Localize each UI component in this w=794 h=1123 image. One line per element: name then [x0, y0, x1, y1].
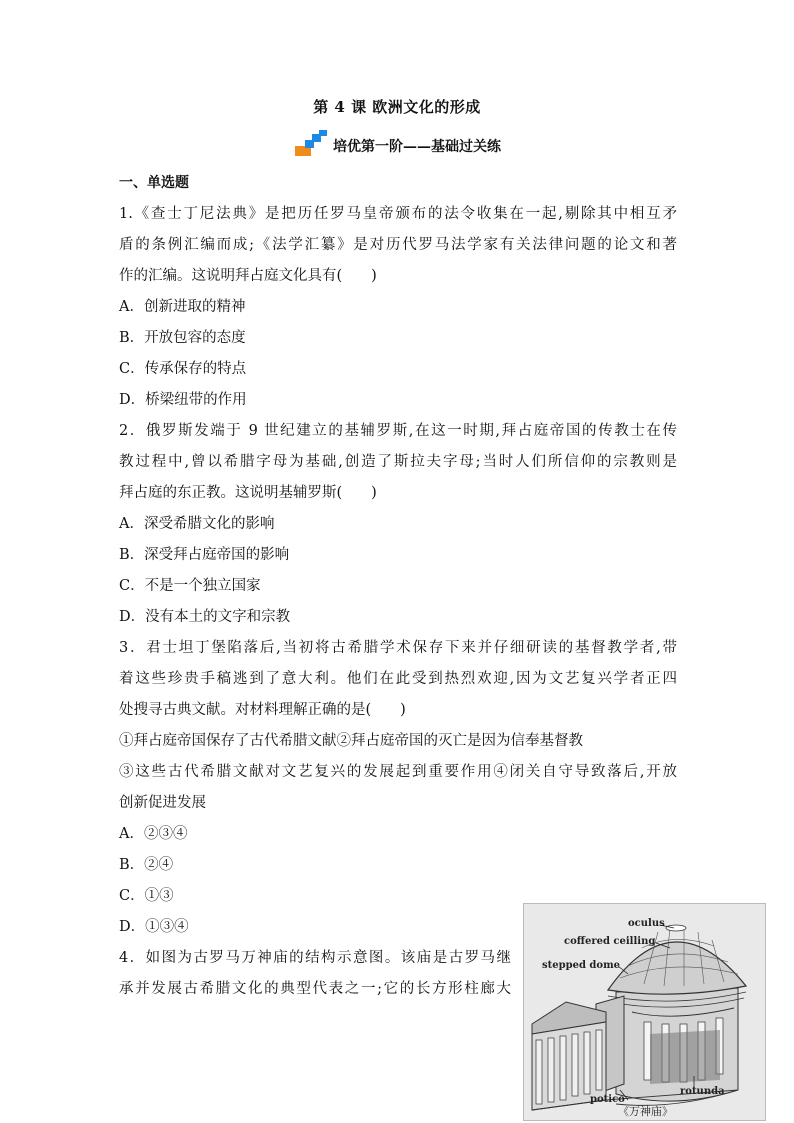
option-d: D．①③④ — [119, 919, 189, 935]
question-2 — [119, 416, 677, 633]
statement-line: ①拜占庭帝国保存了古代希腊文献②拜占庭帝国的灭亡是因为信奉基督教 — [119, 733, 583, 749]
option-d: D．桥梁纽带的作用 — [119, 392, 247, 408]
label-rotunda: rotunda — [680, 1086, 725, 1097]
option-c: C．传承保存的特点 — [119, 361, 247, 377]
question-text-line: 4．如图为古罗马万神庙的结构示意图。该庙是古罗马继 — [119, 950, 511, 966]
option-c: C．不是一个独立国家 — [119, 578, 261, 594]
statement-line: ③这些古代希腊文献对文艺复兴的发展起到重要作用④闭关自守导致落后,开放 — [119, 764, 677, 780]
label-stepped-dome: stepped dome — [542, 960, 621, 971]
statement-line: 创新促进发展 — [119, 795, 206, 811]
question-text-line: 承并发展古希腊文化的典型代表之一;它的长方形柱廊大 — [119, 981, 511, 997]
question-text-line: 3．君士坦丁堡陷落后,当初将古希腊学术保存下来并仔细研读的基督教学者,带 — [119, 640, 677, 656]
question-text-line: 1.《查士丁尼法典》是把历任罗马皇帝颁布的法令收集在一起,剔除其中相互矛 — [119, 206, 677, 222]
label-potico: potico — [590, 1094, 625, 1105]
question-text-line: 盾的条例汇编而成;《法学汇纂》是对历代罗马法学家有关法律问题的论文和著 — [119, 237, 677, 253]
question-text-line: 2．俄罗斯发端于 9 世纪建立的基辅罗斯,在这一时期,拜占庭帝国的传教士在传 — [119, 423, 677, 439]
option-b: B．②④ — [119, 857, 174, 873]
section-heading: 一、单选题 — [119, 175, 189, 191]
question-text-line: 教过程中,曾以希腊字母为基础,创造了斯拉夫字母;当时人们所信仰的宗教则是 — [119, 454, 677, 470]
option-b: B．深受拜占庭帝国的影响 — [119, 547, 290, 563]
option-a: A．②③④ — [119, 826, 188, 842]
option-a: A．创新进取的精神 — [119, 299, 246, 315]
stairs-icon — [293, 130, 329, 158]
question-text-line: 着这些珍贵手稿逃到了意大利。他们在此受到热烈欢迎,因为文艺复兴学者正四 — [119, 671, 677, 687]
option-c: C．①③ — [119, 888, 174, 904]
option-b: B．开放包容的态度 — [119, 330, 246, 346]
question-1 — [119, 199, 677, 416]
option-d: D．没有本土的文字和宗教 — [119, 609, 291, 625]
question-4 — [119, 943, 511, 1005]
page-subtitle: 培优第一阶——基础过关练 — [333, 139, 501, 155]
question-text-line: 处搜寻古典文献。对材料理解正确的是( ) — [119, 702, 406, 718]
figure-caption: 《万神庙》 — [618, 1105, 673, 1118]
label-oculus: oculus — [628, 918, 665, 929]
page-title: 第 4 课 欧洲文化的形成 — [313, 98, 481, 116]
question-text-line: 作的汇编。这说明拜占庭文化具有( ) — [119, 268, 377, 284]
question-3 — [119, 633, 677, 943]
question-text-line: 拜占庭的东正教。这说明基辅罗斯( ) — [119, 485, 377, 501]
label-coffered-ceiling: coffered ceilling — [564, 936, 656, 947]
pantheon-figure — [523, 903, 766, 1121]
option-a: A．深受希腊文化的影响 — [119, 516, 275, 532]
subtitle-row — [0, 132, 794, 160]
